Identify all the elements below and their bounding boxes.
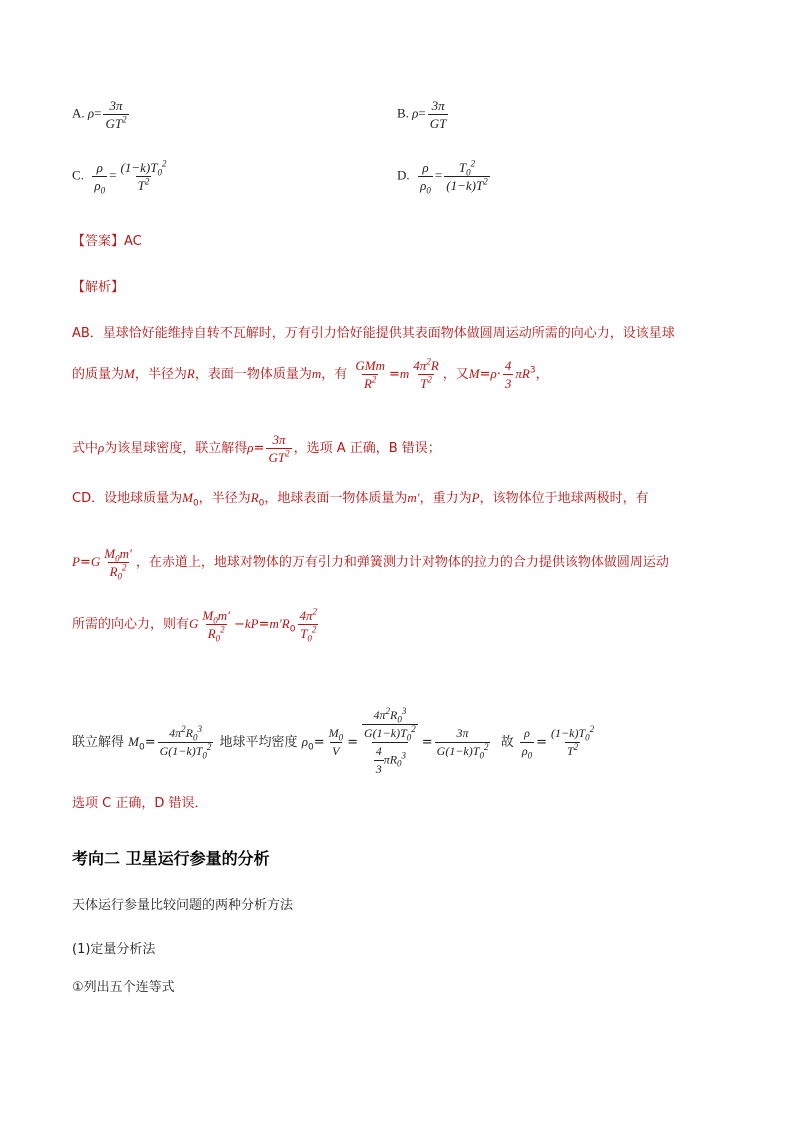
text-fragment: 地球平均密度 — [219, 735, 298, 750]
analysis-conclusion: 选项 C 正确，D 错误． — [72, 796, 208, 811]
text-fragment: 所需的向心力，则有 — [72, 617, 190, 632]
option-d: D. $\frac{\rho}{\rho_0}$ = $\frac{T_0^2}{(1-k)T^2}$ — [397, 158, 488, 196]
answer-value: AC — [124, 234, 142, 249]
text-fragment: ，又 — [442, 367, 469, 382]
text-fragment: ，有 — [321, 367, 348, 382]
text-fragment: ，该物体位于地球两极时，有 — [479, 491, 649, 506]
analysis-tag: 【解析】 — [72, 280, 125, 295]
text-fragment: ，表面一物体质量为 — [194, 367, 312, 382]
section-line-2: (1)定量分析法 — [72, 942, 156, 957]
option-c-label: C. — [72, 167, 84, 183]
text-fragment: 式中 — [72, 441, 99, 456]
text-fragment: ，在赤道上，地球对物体的万有引力和弹簧测力计对物体的拉力的合力提供该物体做圆周运动 — [135, 555, 669, 570]
analysis-line-7: 联立解得 $M_0=$ $\frac{4\pi^2R_0^3}{G(1-k)T_0^2}$ 地球平均密度 $\rho_0=$ $\frac{M_0}{V}$ = $\frac{4\pi^2R_0^3}{G(1-k)T_0^2}$ $\frac{4}{3}$ $\pi R_0^3$ = $\frac{3\pi}{G(1-k)T_0^2}$ 故 $\frac{\rho}{\rho_0}$ = $\frac{(1-k)T_0^2}{T^2}$ — [72, 706, 595, 776]
text-fragment: ，重力为 — [419, 491, 472, 506]
answer-line — [72, 232, 142, 252]
text-fragment: 为该星球密度，联立解得 — [104, 441, 248, 456]
analysis-line-1: AB．星球恰好能维持自转不瓦解时，万有引力恰好能提供其表面物体做圆周运动所需的向心力，设该星球 — [72, 326, 675, 341]
text-fragment: 故 — [500, 735, 514, 750]
analysis-line-3: 式中ρ为该星球密度，联立解得ρ= $\frac{3\pi}{GT^2}$ ，选项 A 正确，B 错误； — [72, 432, 441, 465]
analysis-line-4: CD．设地球质量为$M_0$，半径为$R_0$，地球表面一物体质量为m′，重力为P，该物体位于地球两极时，有 — [72, 490, 649, 509]
text-fragment: ，地球表面一物体质量为 — [264, 491, 408, 506]
text-fragment: ，半径为 — [134, 367, 187, 382]
answer-tag: 【答案】 — [72, 234, 125, 249]
option-d-label: D. — [397, 167, 410, 183]
option-b-label: B. — [397, 105, 409, 121]
section-line-3: ①列出五个连等式 — [72, 980, 175, 995]
option-a-label: A. — [72, 105, 85, 121]
section-heading: 考向二 卫星运行参量的分析 — [72, 849, 270, 868]
text-fragment: CD．设地球质量为 — [72, 491, 183, 506]
analysis-line-5: P=G $\frac{M_0m'}{R_0^2}$ ，在赤道上，地球对物体的万有引力和弹簧测力计对物体的拉力的合力提供该物体做圆周运动 — [72, 546, 669, 582]
option-a: A. ρ= $\frac{3\pi}{GT^2}$ — [72, 98, 127, 131]
text-fragment: ，半径为 — [198, 491, 251, 506]
section-line-1: 天体运行参量比较问题的两种分析方法 — [72, 898, 294, 913]
option-c: C. $\frac{\rho}{\rho_0}$ = $\frac{(1-k)T_0^2}{T^2}$ — [72, 158, 167, 196]
analysis-line-2: 的质量为M，半径为R，表面一物体质量为m，有 $\frac{\text{GMm}}{R^2}$ =m $\frac{4\pi^2R}{T^2}$ ，又M=ρ· $\frac{4}{3}$ $\pi R^3$， — [72, 356, 549, 391]
option-b: B. ρ= $\frac{3\pi}{GT}$ — [397, 98, 447, 131]
text-fragment: 联立解得 — [72, 735, 125, 750]
text-fragment: ，选项 A 正确，B 错误； — [293, 441, 441, 456]
analysis-line-6: 所需的向心力，则有G $\frac{M_0m'}{R_0^2}$ $-kP=m'R_0$ $\frac{4\pi^2}{T_0^2}$ — [72, 606, 317, 644]
text-fragment: 的质量为 — [72, 367, 125, 382]
